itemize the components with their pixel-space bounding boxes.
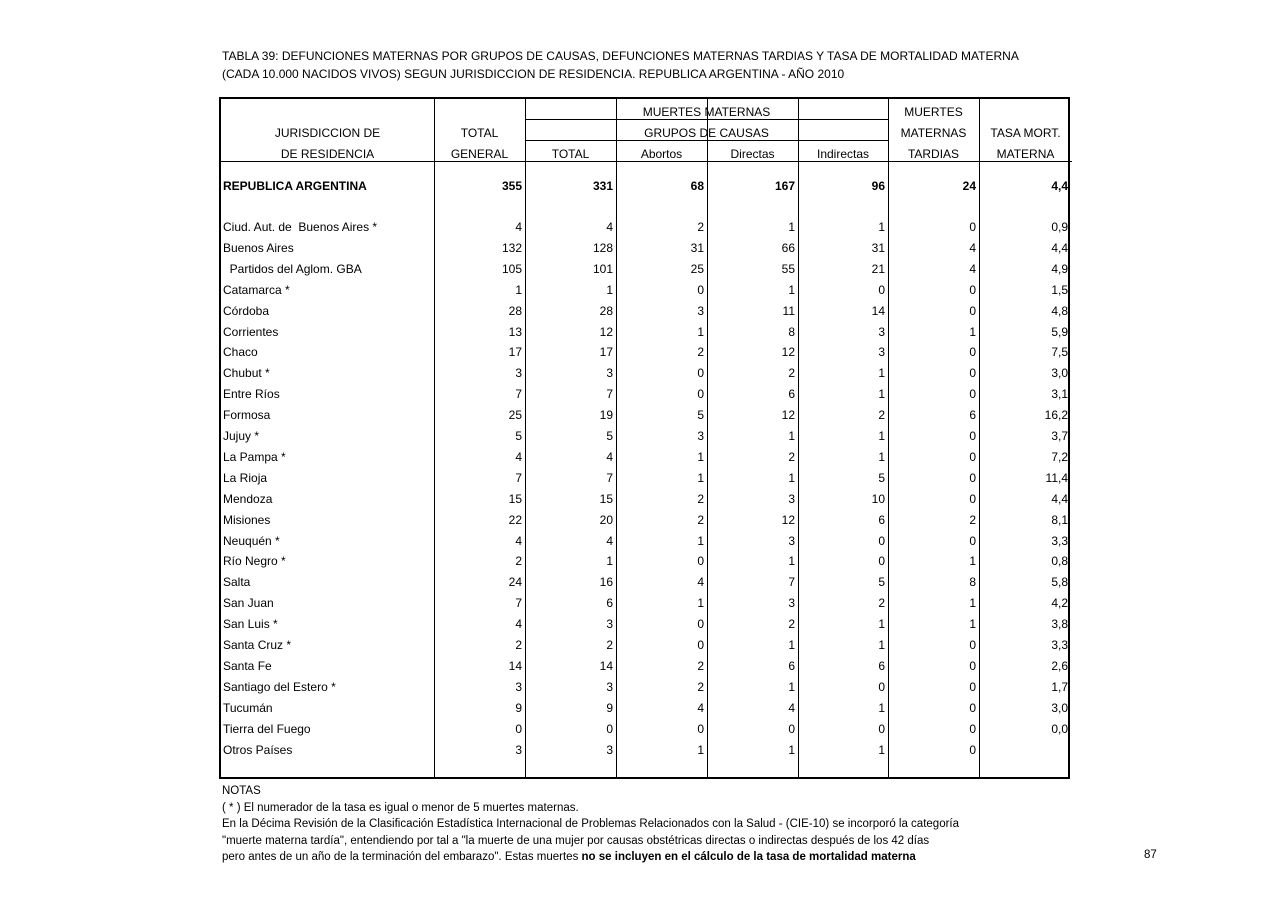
table-row [221, 322, 1072, 343]
cell-tasa: 16,2 [1044, 408, 1068, 423]
cell-total: 25 [508, 408, 522, 423]
cell-total: 4 [515, 449, 522, 464]
cell-tardias: 0 [969, 449, 976, 464]
jurisdiction-name: Misiones [223, 512, 271, 527]
cell-total: 5 [515, 429, 522, 443]
cell-indirectas: 1 [878, 742, 885, 757]
cell-directas: 1 [788, 679, 795, 694]
header-divider [525, 140, 888, 141]
table-row [221, 572, 1072, 593]
cell-directas: 8 [788, 324, 795, 339]
jurisdiction-name: Partidos del Aglom. GBA [223, 261, 362, 276]
cell-directas: 3 [788, 596, 795, 611]
cell-total: 15 [508, 491, 522, 506]
cell-indirectas: 1 [878, 429, 885, 443]
cell-tardias: 1 [969, 324, 976, 339]
cell-mm-total: 20 [599, 512, 613, 527]
cell-tardias: 0 [969, 533, 976, 548]
cell-directas: 2 [788, 617, 795, 632]
header-tardias-3: TARDIAS [907, 147, 960, 161]
cell-total: 13 [508, 324, 522, 339]
cell-mm-total: 3 [606, 679, 613, 694]
cell-total: 17 [508, 345, 522, 360]
cell-directas: 167 [774, 179, 795, 193]
cell-mm-total: 12 [599, 324, 613, 339]
cell-abortos: 1 [697, 742, 704, 757]
cell-mm-total: 331 [592, 179, 613, 193]
cell-mm-total: 15 [599, 491, 613, 506]
cell-total: 0 [515, 721, 522, 736]
jurisdiction-name: Tucumán [223, 700, 273, 715]
cell-abortos: 31 [690, 240, 704, 255]
cell-indirectas: 1 [878, 387, 885, 402]
cell-abortos: 68 [690, 179, 704, 193]
cell-tardias: 1 [969, 617, 976, 632]
table-row [221, 614, 1072, 635]
table-row [221, 426, 1072, 447]
jurisdiction-name: Buenos Aires [223, 240, 294, 255]
table-row [221, 280, 1072, 301]
cell-mm-total: 128 [592, 240, 613, 255]
cell-mm-total: 7 [606, 470, 613, 485]
cell-directas: 1 [788, 220, 795, 234]
cell-mm-total: 16 [599, 575, 613, 590]
note-line [222, 849, 959, 866]
cell-indirectas: 1 [878, 617, 885, 632]
table-row [221, 698, 1072, 719]
jurisdiction-name: Salta [223, 575, 251, 590]
cell-abortos: 1 [697, 596, 704, 611]
jurisdiction-name: San Luis * [223, 617, 278, 632]
cell-directas: 3 [788, 491, 795, 506]
cell-tasa: 1,5 [1051, 282, 1068, 297]
note-line: ( * ) El numerador de la tasa es igual o menor de 5 muertes maternas. [222, 801, 579, 814]
cell-total: 22 [508, 512, 522, 527]
cell-directas: 12 [781, 408, 795, 423]
cell-tasa: 3,7 [1051, 429, 1068, 443]
cell-tardias: 0 [969, 700, 976, 715]
cell-total: 355 [501, 179, 522, 193]
header-muertes-maternas: MUERTES MATERNAS [642, 105, 771, 119]
jurisdiction-name: Santa Fe [223, 658, 272, 673]
cell-indirectas: 21 [871, 261, 885, 276]
cell-directas: 1 [788, 429, 795, 443]
cell-abortos: 2 [697, 658, 704, 673]
cell-abortos: 1 [697, 324, 704, 339]
header-tardias-2: MATERNAS [900, 126, 967, 140]
table-row [221, 635, 1072, 656]
cell-abortos: 2 [697, 345, 704, 360]
cell-mm-total: 4 [606, 449, 613, 464]
cell-tasa: 4,2 [1051, 596, 1068, 611]
jurisdiction-name: Corrientes [223, 324, 279, 339]
table-row [221, 468, 1072, 489]
cell-total: 9 [515, 700, 522, 715]
cell-indirectas: 3 [878, 345, 885, 360]
cell-tardias: 0 [969, 679, 976, 694]
cell-tardias: 0 [969, 742, 976, 757]
table-row [221, 447, 1072, 468]
cell-tardias: 4 [969, 261, 976, 276]
cell-tasa: 4,8 [1051, 303, 1068, 318]
cell-mm-total: 101 [592, 261, 613, 276]
cell-total: 132 [501, 240, 522, 255]
jurisdiction-name: Ciud. Aut. de Buenos Aires * [223, 220, 378, 234]
header-jurisdiccion-2: DE RESIDENCIA [280, 147, 375, 161]
cell-total: 1 [515, 282, 522, 297]
jurisdiction-name: Catamarca * [223, 282, 290, 297]
table-row [221, 384, 1072, 405]
cell-mm-total: 0 [606, 721, 613, 736]
cell-tasa: 3,3 [1051, 638, 1068, 652]
cell-tardias: 1 [969, 596, 976, 611]
cell-mm-total: 1 [606, 282, 613, 297]
cell-tardias: 0 [969, 658, 976, 673]
cell-indirectas: 96 [871, 179, 885, 193]
table-row [221, 740, 1072, 761]
cell-abortos: 3 [697, 429, 704, 443]
cell-directas: 55 [781, 261, 795, 276]
cell-indirectas: 5 [878, 470, 885, 485]
cell-tasa: 4,4 [1051, 240, 1068, 255]
cell-indirectas: 6 [878, 658, 885, 673]
table-row [221, 363, 1072, 384]
cell-directas: 1 [788, 638, 795, 652]
table-row [221, 531, 1072, 552]
cell-mm-total: 28 [599, 303, 613, 318]
table-row [221, 510, 1072, 531]
cell-directas: 3 [788, 533, 795, 548]
cell-tasa: 1,7 [1051, 679, 1068, 694]
cell-tasa: 0,0 [1051, 721, 1068, 736]
cell-total: 4 [515, 617, 522, 632]
cell-indirectas: 10 [871, 491, 885, 506]
cell-directas: 12 [781, 512, 795, 527]
cell-mm-total: 5 [606, 429, 613, 443]
table-row [221, 238, 1072, 259]
cell-mm-total: 2 [606, 638, 613, 652]
header-grupos-causas: GRUPOS DE CAUSAS [644, 126, 769, 140]
cell-directas: 6 [788, 387, 795, 402]
cell-indirectas: 31 [871, 240, 885, 255]
cell-indirectas: 1 [878, 449, 885, 464]
cell-tardias: 4 [969, 240, 976, 255]
cell-mm-total: 1 [606, 554, 613, 569]
jurisdiction-name: Chubut * [223, 366, 270, 381]
cell-tasa: 7,5 [1051, 345, 1068, 360]
jurisdiction-name: Tierra del Fuego [223, 721, 311, 736]
cell-tardias: 0 [969, 387, 976, 402]
cell-indirectas: 1 [878, 700, 885, 715]
cell-tasa: 4,9 [1051, 261, 1068, 276]
cell-abortos: 0 [697, 554, 704, 569]
header-bottom-rule [221, 161, 1072, 162]
cell-abortos: 0 [697, 617, 704, 632]
cell-mm-total: 14 [599, 658, 613, 673]
cell-total: 28 [508, 303, 522, 318]
header-divider [525, 119, 888, 120]
cell-indirectas: 3 [878, 324, 885, 339]
cell-total: 3 [515, 742, 522, 757]
jurisdiction-name: Entre Ríos [223, 387, 280, 402]
jurisdiction-name: San Juan [223, 596, 274, 611]
header-directas: Directas [730, 147, 775, 161]
cell-tasa: 8,1 [1051, 512, 1068, 527]
cell-total: 7 [515, 387, 522, 402]
cell-mm-total: 6 [606, 596, 613, 611]
cell-directas: 66 [781, 240, 795, 255]
cell-mm-total: 3 [606, 617, 613, 632]
table-row [221, 551, 1072, 572]
cell-directas: 1 [788, 554, 795, 569]
cell-mm-total: 17 [599, 345, 613, 360]
cell-tasa: 3,0 [1051, 700, 1068, 715]
cell-directas: 1 [788, 282, 795, 297]
cell-abortos: 0 [697, 282, 704, 297]
jurisdiction-name: Chaco [223, 345, 258, 360]
cell-indirectas: 0 [878, 533, 885, 548]
jurisdiction-name: Jujuy * [223, 429, 260, 443]
header-tasa-2: MATERNA [996, 147, 1055, 161]
jurisdiction-name: Santa Cruz * [223, 638, 292, 652]
cell-indirectas: 6 [878, 512, 885, 527]
cell-total: 7 [515, 470, 522, 485]
cell-indirectas: 2 [878, 408, 885, 423]
header-abortos: Abortos [640, 147, 683, 161]
cell-tasa: 7,2 [1051, 449, 1068, 464]
notes-section [222, 783, 959, 866]
table-row [221, 217, 1072, 238]
cell-abortos: 1 [697, 470, 704, 485]
note-text: pero antes de un año de la terminación del embarazo". Estas muertes [222, 851, 582, 863]
cell-tardias: 0 [969, 429, 976, 443]
cell-indirectas: 0 [878, 721, 885, 736]
cell-tasa: 3,8 [1051, 617, 1068, 632]
cell-abortos: 0 [697, 638, 704, 652]
table-row [221, 593, 1072, 614]
cell-total: 3 [515, 679, 522, 694]
cell-directas: 1 [788, 470, 795, 485]
header-total-1: TOTAL [460, 126, 499, 140]
cell-directas: 1 [788, 742, 795, 757]
title-line-2: (CADA 10.000 NACIDOS VIVOS) SEGUN JURISDICCION DE RESIDENCIA. REPUBLICA ARGENTINA - AÑO 2010 [222, 67, 845, 81]
cell-abortos: 2 [697, 491, 704, 506]
cell-directas: 2 [788, 449, 795, 464]
cell-tardias: 0 [969, 721, 976, 736]
cell-directas: 0 [788, 721, 795, 736]
page-number: 87 [1144, 849, 1157, 861]
cell-tasa: 2,6 [1051, 658, 1068, 673]
header-indirectas: Indirectas [816, 147, 870, 161]
title-line-1: TABLA 39: DEFUNCIONES MATERNAS POR GRUPOS DE CAUSAS, DEFUNCIONES MATERNAS TARDIAS Y TASA DE MORTALIDAD MATERNA [222, 49, 1019, 63]
cell-abortos: 4 [697, 575, 704, 590]
cell-total: 2 [515, 638, 522, 652]
cell-abortos: 4 [697, 700, 704, 715]
cell-total: 24 [508, 575, 522, 590]
cell-tardias: 24 [962, 179, 976, 193]
header-mm-total: TOTAL [551, 147, 590, 161]
cell-tasa: 4,4 [1051, 179, 1068, 193]
cell-abortos: 0 [697, 366, 704, 381]
cell-abortos: 2 [697, 512, 704, 527]
cell-abortos: 3 [697, 303, 704, 318]
jurisdiction-name: La Rioja [223, 470, 268, 485]
cell-directas: 7 [788, 575, 795, 590]
data-table [219, 97, 1070, 779]
cell-directas: 6 [788, 658, 795, 673]
notes-heading: NOTAS [222, 785, 261, 797]
cell-abortos: 1 [697, 449, 704, 464]
jurisdiction-name: Formosa [223, 408, 271, 423]
table-row [221, 656, 1072, 677]
cell-indirectas: 0 [878, 282, 885, 297]
cell-total: 7 [515, 596, 522, 611]
cell-tardias: 8 [969, 575, 976, 590]
cell-tasa: 5,8 [1051, 575, 1068, 590]
cell-tardias: 1 [969, 554, 976, 569]
cell-tardias: 0 [969, 345, 976, 360]
header-jurisdiccion-1: JURISDICCION DE [274, 126, 381, 140]
cell-mm-total: 4 [606, 220, 613, 234]
cell-tasa: 0,8 [1051, 554, 1068, 569]
cell-tardias: 0 [969, 303, 976, 318]
table-row [221, 677, 1072, 698]
cell-mm-total: 3 [606, 742, 613, 757]
cell-total: 4 [515, 220, 522, 234]
cell-mm-total: 4 [606, 533, 613, 548]
cell-tasa: 5,9 [1051, 324, 1068, 339]
cell-mm-total: 3 [606, 366, 613, 381]
cell-directas: 11 [782, 303, 795, 318]
cell-directas: 4 [788, 700, 795, 715]
header-total-2: GENERAL [450, 147, 509, 161]
cell-tasa: 3,3 [1051, 533, 1068, 548]
jurisdiction-name: REPUBLICA ARGENTINA [223, 179, 367, 193]
cell-abortos: 2 [697, 220, 704, 234]
cell-tasa: 3,0 [1051, 366, 1068, 381]
jurisdiction-name: Neuquén * [223, 533, 280, 548]
cell-total: 4 [515, 533, 522, 548]
cell-tardias: 0 [969, 470, 976, 485]
table-row [221, 301, 1072, 322]
jurisdiction-name: La Pampa * [223, 449, 286, 464]
table-row [221, 405, 1072, 426]
cell-indirectas: 1 [878, 366, 885, 381]
cell-tardias: 0 [969, 282, 976, 297]
jurisdiction-name: Río Negro * [223, 554, 286, 569]
cell-indirectas: 0 [878, 554, 885, 569]
header-tasa-1: TASA MORT. [990, 126, 1061, 140]
cell-abortos: 2 [697, 679, 704, 694]
jurisdiction-name: Córdoba [223, 303, 270, 318]
table-row-total [221, 176, 1072, 197]
cell-abortos: 25 [690, 261, 704, 276]
cell-abortos: 1 [697, 533, 704, 548]
table-row [221, 489, 1072, 510]
note-line: "muerte materna tardía", entendiendo por tal a "la muerte de una mujer por causas obstétricas directas o indirectas después de los 42 días [222, 834, 930, 847]
cell-tasa: 3,1 [1051, 387, 1068, 402]
cell-total: 14 [508, 658, 522, 673]
jurisdiction-name: Otros Países [223, 742, 293, 757]
jurisdiction-name: Mendoza [223, 491, 273, 506]
cell-indirectas: 1 [878, 220, 885, 234]
cell-abortos: 0 [697, 387, 704, 402]
cell-tardias: 2 [969, 512, 976, 527]
cell-indirectas: 0 [878, 679, 885, 694]
cell-total: 3 [515, 366, 522, 381]
cell-tardias: 0 [969, 220, 976, 234]
cell-tardias: 6 [969, 408, 976, 423]
cell-mm-total: 19 [599, 408, 613, 423]
cell-mm-total: 9 [606, 700, 613, 715]
cell-total: 105 [501, 261, 522, 276]
cell-indirectas: 5 [878, 575, 885, 590]
cell-mm-total: 7 [606, 387, 613, 402]
cell-tasa: 0,9 [1051, 220, 1068, 234]
cell-tasa: 11,4 [1045, 470, 1068, 485]
cell-total: 2 [515, 554, 522, 569]
table-row [221, 719, 1072, 740]
cell-abortos: 5 [697, 408, 704, 423]
cell-tardias: 0 [969, 638, 976, 652]
cell-indirectas: 2 [878, 596, 885, 611]
cell-indirectas: 14 [871, 303, 885, 318]
cell-tasa: 4,4 [1051, 491, 1068, 506]
table-row [221, 342, 1072, 363]
cell-abortos: 0 [697, 721, 704, 736]
note-line: En la Décima Revisión de la Clasificación Estadística Internacional de Problemas Relacionados con la Salud - (CIE-10) se incorporó la categoría [222, 818, 960, 830]
cell-directas: 2 [788, 366, 795, 381]
table-row [221, 259, 1072, 280]
cell-tardias: 0 [969, 366, 976, 381]
cell-indirectas: 1 [878, 638, 885, 652]
header-tardias-1: MUERTES [904, 105, 963, 119]
cell-directas: 12 [781, 345, 795, 360]
note-bold-text: no se incluyen en el cálculo de la tasa de mortalidad materna [581, 851, 916, 863]
jurisdiction-name: Santiago del Estero * [223, 679, 336, 694]
cell-tardias: 0 [969, 491, 976, 506]
table-title [222, 47, 1019, 83]
